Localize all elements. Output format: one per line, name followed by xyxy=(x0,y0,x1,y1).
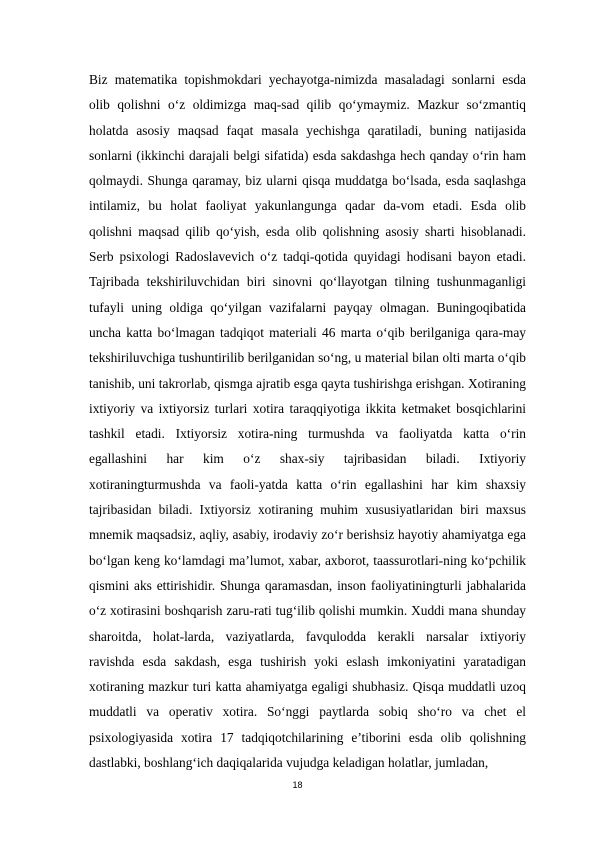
page-number: 18 xyxy=(292,780,303,790)
body-paragraph: Biz matematika topishmokdari yechayotga-nimizda masaladagi sonlarni esda olib qolishni o‘z oldimizga maq-sad qilib qo‘ymaymiz. Mazkur so‘zmantiq holatda asosiy maqsad faqat masala yechishga qaratiladi, buning natijasida sonlarni (ikkinchi darajali belgi sifatida) esda sakdashga hech qanday o‘rin ham qolmaydi. Shunga qaramay, biz ularni qisqa muddatga bo‘lsada, esda saqlashga intilamiz, bu holat faoliyat yakunlangunga qadar da-vom etadi. Esda olib qolishni maqsad qilib qo‘yish, esda olib qolishning asosiy sharti hisoblanadi. Serb psixologi Radoslavevich o‘z tadqi-qotida quyidagi hodisani bayon etadi. Tajribada tekshiriluvchidan biri sinovni qo‘llayotgan tilning tushunmaganligi tufayli uning oldiga qo‘yilgan vazifalarni payqay olmagan. Buningoqibatida uncha katta bo‘lmagan tadqiqot materiali 46 marta o‘qib berilganiga qara-may tekshiriluvchiga tushuntirilib berilganidan so‘ng, u material bilan olti marta o‘qib tanishib, uni takrorlab, qismga ajratib esga qayta tushirishga erishgan. Xotiraning ixtiyoriy va ixtiyorsiz turlari xotira taraqqiyotiga ikkita ketmaket bosqichlarini tashkil etadi. Ixtiyorsiz xotira-ning turmushda va faoliyatda katta o‘rin egallashini har kim o‘z shax-siy tajribasidan biladi. Ixtiyoriy xotiraningturmushda va faoli-yatda katta o‘rin egallashini har kim shaxsiy tajribasidan biladi. Ixtiyorsiz xotiraning muhim xususiyatlaridan biri maxsus mnemik maqsadsiz, aqliy, asabiy, irodaviy zo‘r berishsiz hayotiy ahamiyatga ega bo‘lgan keng ko‘lamdagi ma’lumot, xabar, axborot, taassurotlari-ning ko‘pchilik qismini aks ettirishidir. Shunga qaramasdan, inson faoliyatiningturli jabhalarida o‘z xotirasini boshqarish zaru-rati tug‘ilib qolishi mumkin. Xuddi mana shunday sharoitda, holat-larda, vaziyatlarda, favqulodda kerakli narsalar ixtiyoriy ravishda esda sakdash, esga tushirish yoki eslash imkoniyatini yaratadigan xotiraning mazkur turi katta ahamiyatga egaligi shubhasiz. Qisqa muddatli uzoq muddatli va operativ xotira. So‘nggi paytlarda sobiq sho‘ro va chet el psixologiyasida xotira 17 tadqiqotchilarining e’tiborini esda olib qolishning dastlabki, boshlang‘ich daqiqalarida vujudga keladigan holatlar, jumladan, xyxy=(89,72,526,771)
